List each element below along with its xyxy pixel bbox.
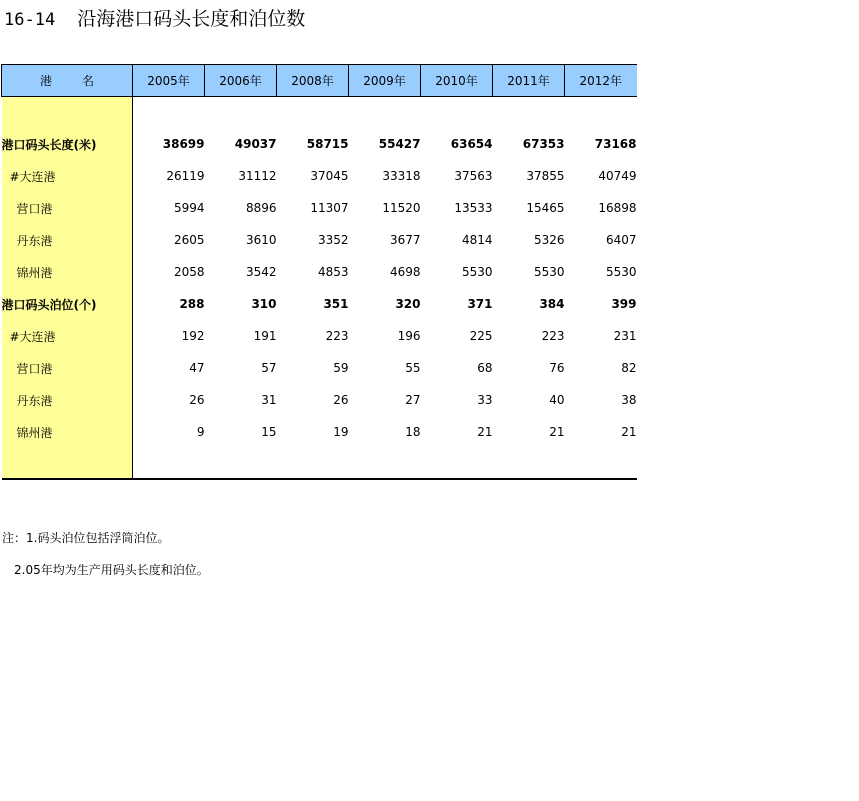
row-label: #大连港 bbox=[2, 320, 133, 352]
table-cell: 2605 bbox=[173, 233, 205, 247]
table-cell: 38699 bbox=[162, 137, 205, 151]
table-cell: 26 bbox=[189, 393, 205, 407]
table-cell: 223 bbox=[541, 329, 565, 343]
table-cell: 223 bbox=[325, 329, 349, 343]
table-cell: 26119 bbox=[166, 169, 205, 183]
table-cell: 31112 bbox=[238, 169, 277, 183]
table-cell: 26 bbox=[333, 393, 349, 407]
table-cell: 231 bbox=[613, 329, 637, 343]
table-number: 16-14 bbox=[4, 10, 56, 30]
table-cell: 4853 bbox=[317, 265, 349, 279]
column-header-2009: 2009年 bbox=[349, 65, 421, 97]
table-cell: 58715 bbox=[306, 137, 349, 151]
table-cell: 18 bbox=[405, 425, 421, 439]
table-row bbox=[2, 384, 637, 416]
table-cell: 8896 bbox=[245, 201, 277, 215]
table-cell: 15465 bbox=[526, 201, 565, 215]
table-cell: 3352 bbox=[317, 233, 349, 247]
table-cell: 21 bbox=[621, 425, 637, 439]
table-cell: 55 bbox=[405, 361, 421, 375]
table-row bbox=[2, 192, 637, 224]
table-header-row bbox=[2, 65, 637, 97]
table-row bbox=[2, 160, 637, 192]
table-cell: 38 bbox=[621, 393, 637, 407]
table-cell: 6407 bbox=[605, 233, 637, 247]
column-header-port-name: 港名 bbox=[2, 65, 133, 97]
table-cell: 59 bbox=[333, 361, 349, 375]
table-cell: 55427 bbox=[378, 137, 421, 151]
table-cell: 384 bbox=[539, 297, 565, 311]
row-label: 丹东港 bbox=[2, 224, 133, 256]
column-header-2005: 2005年 bbox=[133, 65, 205, 97]
table-row bbox=[2, 352, 637, 384]
table-cell: 11307 bbox=[310, 201, 349, 215]
table-cell: 16898 bbox=[598, 201, 637, 215]
row-label: 营口港 bbox=[2, 352, 133, 384]
row-label: 锦州港 bbox=[2, 256, 133, 288]
table-cell: 82 bbox=[621, 361, 637, 375]
table-cell: 9 bbox=[196, 425, 205, 439]
page-title bbox=[4, 6, 305, 32]
data-table bbox=[1, 64, 637, 480]
table-cell: 21 bbox=[549, 425, 565, 439]
table-cell: 47 bbox=[189, 361, 205, 375]
footnote-2: 2.05年均为生产用码头长度和泊位。 bbox=[14, 563, 209, 577]
table-cell: 40 bbox=[549, 393, 565, 407]
table-cell: 33318 bbox=[382, 169, 421, 183]
table-bottom-rule bbox=[2, 448, 637, 479]
table-cell: 37563 bbox=[454, 169, 493, 183]
table-row bbox=[2, 224, 637, 256]
table-cell: 67353 bbox=[522, 137, 565, 151]
table-cell: 21 bbox=[477, 425, 493, 439]
column-header-2008: 2008年 bbox=[277, 65, 349, 97]
table-cell: 5994 bbox=[173, 201, 205, 215]
table-cell: 5326 bbox=[533, 233, 565, 247]
table-cell: 320 bbox=[395, 297, 421, 311]
table-cell: 11520 bbox=[382, 201, 421, 215]
table-title: 沿海港口码头长度和泊位数 bbox=[77, 8, 306, 30]
table-cell: 3542 bbox=[245, 265, 277, 279]
table-cell: 37045 bbox=[310, 169, 349, 183]
row-label: #大连港 bbox=[2, 160, 133, 192]
footnote-1: 注：1.码头泊位包括浮筒泊位。 bbox=[2, 531, 170, 545]
row-label: 锦州港 bbox=[2, 416, 133, 448]
table-cell: 73168 bbox=[594, 137, 637, 151]
table-row bbox=[2, 320, 637, 352]
table-cell: 31 bbox=[261, 393, 277, 407]
table-cell: 33 bbox=[477, 393, 493, 407]
column-header-2006: 2006年 bbox=[205, 65, 277, 97]
row-label: 港口码头泊位(个) bbox=[2, 288, 133, 320]
table-cell: 4698 bbox=[389, 265, 421, 279]
table-row bbox=[2, 128, 637, 160]
table-cell: 49037 bbox=[234, 137, 277, 151]
table-cell: 37855 bbox=[526, 169, 565, 183]
table-cell: 3610 bbox=[245, 233, 277, 247]
table-cell: 2058 bbox=[173, 265, 205, 279]
table-cell: 4814 bbox=[461, 233, 493, 247]
table-cell: 310 bbox=[251, 297, 277, 311]
table-row bbox=[2, 288, 637, 320]
column-header-2010: 2010年 bbox=[421, 65, 493, 97]
row-label: 港口码头长度(米) bbox=[2, 128, 133, 160]
table-cell: 68 bbox=[477, 361, 493, 375]
table-cell: 5530 bbox=[533, 265, 565, 279]
table-row bbox=[2, 416, 637, 448]
table-cell: 288 bbox=[179, 297, 205, 311]
table-cell: 192 bbox=[181, 329, 205, 343]
column-header-2011: 2011年 bbox=[493, 65, 565, 97]
table-cell: 371 bbox=[467, 297, 493, 311]
table-cell: 5530 bbox=[605, 265, 637, 279]
table-row bbox=[2, 256, 637, 288]
table-cell: 196 bbox=[397, 329, 421, 343]
row-label: 丹东港 bbox=[2, 384, 133, 416]
table-cell: 27 bbox=[405, 393, 421, 407]
table-cell: 225 bbox=[469, 329, 493, 343]
table-cell: 351 bbox=[323, 297, 349, 311]
table-cell: 191 bbox=[253, 329, 277, 343]
table-cell: 63654 bbox=[450, 137, 493, 151]
table-cell: 76 bbox=[549, 361, 565, 375]
table-cell: 3677 bbox=[389, 233, 421, 247]
row-label: 营口港 bbox=[2, 192, 133, 224]
table-cell: 13533 bbox=[454, 201, 493, 215]
table-cell: 19 bbox=[333, 425, 349, 439]
table-cell: 399 bbox=[611, 297, 637, 311]
table-cell: 5530 bbox=[461, 265, 493, 279]
table-cell: 57 bbox=[261, 361, 277, 375]
column-header-2012: 2012年 bbox=[565, 65, 637, 97]
table-cell: 40749 bbox=[598, 169, 637, 183]
spacer-row bbox=[2, 97, 637, 129]
table-cell: 15 bbox=[261, 425, 277, 439]
